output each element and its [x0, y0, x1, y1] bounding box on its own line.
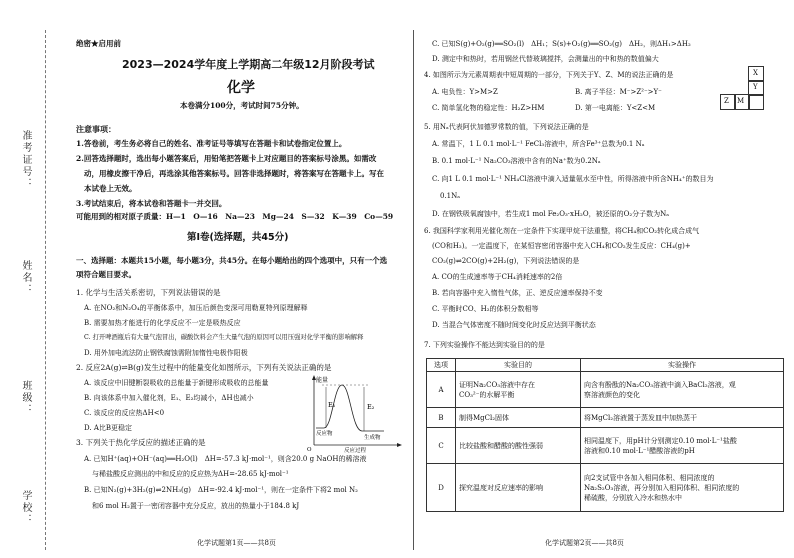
element-x: X: [753, 69, 758, 77]
q6-stem-cont: (CO和H₂)。一定温度下，在某恒容密闭容器中充入CH₄和CO₂发生反应：CH₄(g)+: [432, 242, 691, 250]
table-cell-option: C: [427, 428, 456, 464]
table-header: 选项: [427, 359, 456, 372]
table-cell-goal: 制得MgCl₂固体: [456, 408, 581, 428]
q4-option-b: B. 离子半径：M⁻>Z²⁻>Y⁻: [575, 88, 662, 96]
table-header: 实验目的: [456, 359, 581, 372]
table-cell-goal: 探究温度对反应速率的影响: [456, 464, 581, 512]
diagram-origin: O: [307, 447, 312, 453]
q1-option-a: A. 在NO₂和N₂O₄的平衡体系中，加压后颜色变深可用勒夏特列原理解释: [84, 304, 308, 312]
diagram-e2: E₂: [367, 403, 375, 411]
diagram-product: 生成物: [364, 435, 381, 441]
part1-heading: 第Ⅰ卷(选择题，共45分): [187, 232, 289, 243]
q4-stem: 4. 如图所示为元素周期表中短周期的一部分，下列关于Y、Z、M的说法正确的是: [424, 71, 674, 79]
binding-dashed-line: [45, 30, 46, 550]
q5-option-c: C. 向1 L 0.1 mol·L⁻¹ NH₄Cl溶液中滴入适量氨水至中性，所得溶液中所含NH₄⁺的数目为: [432, 175, 714, 183]
exam-no-label: 准考证号：: [20, 130, 31, 190]
table-cell-operation: 向含有酚酞的Na₂CO₃溶液中滴入BaCl₂溶液，观 察溶液颜色的变化: [581, 372, 784, 408]
q2-option-d: D. A比B更稳定: [84, 424, 133, 432]
footer-right: 化学试题第2页——共8页: [545, 539, 624, 547]
q6-stem-end: CO₂(g)⇌2CO(g)+2H₂(g)，下列说法错误的是: [432, 257, 580, 265]
school-label: 学校：: [20, 490, 31, 526]
q6-option-a: A. CO的生成速率等于CH₄消耗速率的2倍: [432, 273, 563, 281]
periodic-fragment: [720, 66, 780, 114]
subject-title: 化学: [227, 80, 255, 96]
note-3: 3.考试结束后，将本试卷和答题卡一并交回。: [76, 199, 227, 208]
q1-option-b: B. 需要加热才能进行的化学反应不一定是吸热反应: [84, 319, 241, 327]
q5-option-a: A. 常温下，1 L 0.1 mol·L⁻¹ FeCl₃溶液中，所含Fe³⁺总数为0.1 Nₐ: [432, 140, 645, 148]
table-row: [427, 408, 784, 428]
q6-option-c: C. 平衡时CO、H₂的体积分数相等: [432, 305, 539, 313]
score-info: 本卷满分100分，考试时间75分钟。: [180, 101, 304, 110]
q6-stem: 6. 我国科学家利用光催化剂在一定条件下实现甲烷干法重整，将CH₄和CO₂转化成合成气: [424, 227, 700, 235]
q7-stem: 7. 下列实验操作不能达到实验目的的是: [424, 341, 545, 349]
q2-option-b: B. 向该体系中加入催化剂，E₁、E₂均减小，ΔH也减小: [84, 394, 254, 402]
diagram-xlabel: 反应过程: [344, 448, 367, 453]
table-header-row: [427, 359, 784, 372]
q5-option-d: D. 在钢铁吸氧腐蚀中，若生成1 mol Fe₂O₃·xH₂O，被还原的O₂分子数为Nₐ: [432, 210, 669, 218]
q3-option-d: D. 测定中和热时，若用钢丝代替玻璃搅拌，会测量出的中和热的数值偏大: [432, 55, 659, 63]
exam-title: 2023—2024学年度上学期高二年级12月阶段考试: [122, 58, 375, 71]
q5-stem: 5. 用Nₐ代表阿伏加德罗常数的值，下列说法正确的是: [424, 123, 589, 131]
diagram-ylabel: 能量: [316, 377, 329, 384]
atomic-mass-note: 可能用到的相对原子质量：H—1 O—16 Na—23 Mg—24 S—32 K—39 Co—59: [76, 212, 394, 221]
q3-option-c: C. 已知S(g)+O₂(g)══SO₂(l) ΔH₁；S(s)+O₂(g)══SO₂(g) ΔH₂，则ΔH₁>ΔH₂: [432, 40, 691, 48]
diagram-e1: E₁: [328, 401, 336, 409]
diagram-reactant: 反应物: [316, 431, 333, 437]
q4-option-c: C. 简单氢化物的稳定性：H₂Z>HM: [432, 104, 545, 112]
q1-stem: 1. 化学与生活关系密切，下列说法错误的是: [76, 288, 221, 297]
note-2-end: 本试卷上无效。: [84, 184, 137, 193]
note-1: 1.答卷前，考生务必将自己的姓名、准考证号等填写在答题卡和试卷指定位置上。: [76, 139, 347, 148]
energy-diagram: [304, 373, 404, 453]
q2-stem: 2. 反应2A(g)⇌B(g)发生过程中的能量变化如图所示，下列有关说法正确的是: [76, 363, 332, 372]
table-cell-option: B: [427, 408, 456, 428]
binding-strip: [0, 0, 70, 558]
note-2: 2.回答选择题时，选出每小题答案后，用铅笔把答题卡上对应题目的答案标号涂黑。如需改: [76, 154, 377, 163]
notes-heading: 注意事项：: [76, 125, 116, 134]
table-cell-goal: 比较盐酸和醋酸的酸性强弱: [456, 428, 581, 464]
note-2-cont: 动，用橡皮擦干净后，再选涂其他答案标号。回答非选择题时，将答案写在答题卡上。写在: [84, 169, 384, 178]
name-label: 姓名：: [20, 260, 31, 296]
q1-option-c: C. 打开啤酒瓶后有大量气泡冒出，碳酸饮料会产生大量气泡的原因可以用压强对化学平衡的影响解释: [84, 334, 364, 341]
class-label: 班级：: [20, 380, 31, 416]
table-cell-operation: 向2支试管中各加入相同体积、相同浓度的 Na₂S₂O₃溶液，再分别加入相同体积、相同浓度的 稀硫酸，分别放入冷水和热水中: [581, 464, 784, 512]
part1-intro-2: 项符合题目要求。: [76, 270, 136, 279]
experiment-table: [426, 358, 784, 512]
q1-option-d: D. 用外加电流法防止钢铁腐蚀需附加惰性电极作阳极: [84, 349, 248, 357]
q4-option-d: D. 第一电离能：Y<Z<M: [575, 104, 656, 112]
table-row: [427, 464, 784, 512]
table-cell-goal: 证明Na₂CO₃溶液中存在 CO₃²⁻的水解平衡: [456, 372, 581, 408]
table-cell-option: A: [427, 372, 456, 408]
table-header: 实验操作: [581, 359, 784, 372]
q3-option-a: A. 已知H⁺(aq)+OH⁻(aq)══H₂O(l) ΔH=-57.3 kJ·mol⁻¹，则含20.0 g NaOH的稀溶液: [84, 455, 367, 463]
q2-option-a: A. 该反应中旧键断裂吸收的总能量于新键形成吸收的总能量: [84, 379, 269, 387]
q6-option-d: D. 当混合气体密度不随时间变化时反应达到平衡状态: [432, 321, 596, 329]
q4-option-a: A. 电负性：Y>M>Z: [432, 88, 498, 96]
q6-option-b: B. 若向容器中充入惰性气体，正、逆反应速率保持不变: [432, 289, 603, 297]
q3-option-a-cont: 与稀盐酸反应测出的中和反应的反应热为ΔH=-28.65 kJ·mol⁻¹: [92, 470, 289, 478]
table-row: [427, 372, 784, 408]
q5-option-b: B. 0.1 mol·L⁻¹ Na₂CO₃溶液中含有的Na⁺数为0.2Nₐ: [432, 157, 601, 165]
q2-option-c: C. 该反应的反应热ΔH<0: [84, 409, 165, 417]
element-m: M: [737, 97, 745, 105]
element-z: Z: [724, 97, 729, 105]
right-page: [420, 0, 790, 558]
table-row: [427, 428, 784, 464]
q3-option-b-cont: 和6 mol H₂置于一密闭容器中充分反应，放出的热量小于184.8 kJ: [92, 502, 300, 510]
q5-option-c-cont: 0.1Nₐ: [440, 192, 460, 200]
q3-stem: 3. 下列关于热化学反应的描述正确的是: [76, 438, 206, 447]
left-page: [72, 0, 412, 558]
table-cell-option: D: [427, 464, 456, 512]
secret-mark: 绝密★启用前: [76, 39, 121, 48]
page-divider: [413, 30, 414, 550]
footer-left: 化学试题第1页——共8页: [197, 539, 276, 547]
q3-option-b: B. 已知N₂(g)+3H₂(g)⇌2NH₃(g) ΔH=-92.4 kJ·mol⁻¹，则在一定条件下将2 mol N₂: [84, 486, 358, 494]
table-cell-operation: 相同温度下，用pH计分别测定0.10 mol·L⁻¹盐酸 溶液和0.10 mol·L⁻¹醋酸溶液的pH: [581, 428, 784, 464]
table-cell-operation: 将MgCl₂溶液置于蒸发皿中加热蒸干: [581, 408, 784, 428]
element-y: Y: [753, 83, 758, 91]
part1-intro-1: 一、选择题：本题共15小题，每小题3分，共45分。在每小题给出的四个选项中，只有一个选: [76, 256, 388, 265]
